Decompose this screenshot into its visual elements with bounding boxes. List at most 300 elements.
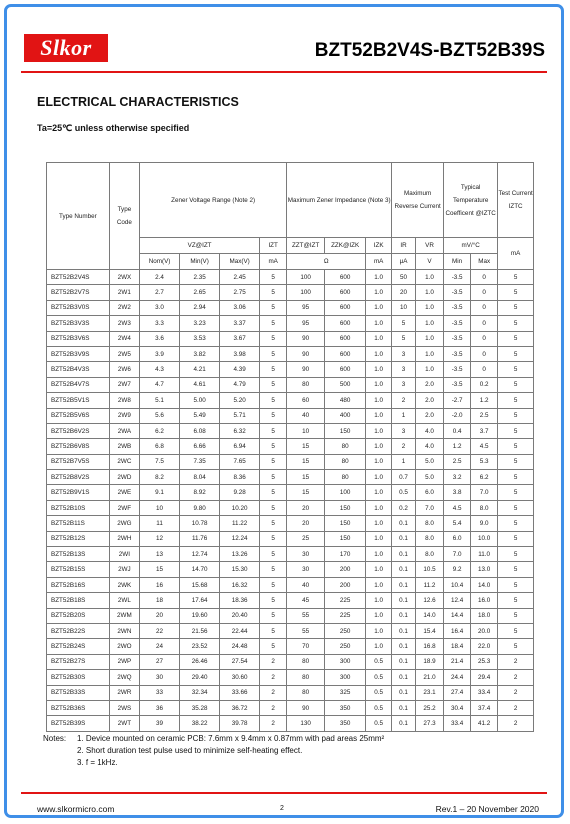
cell-zzt: 10 [287, 423, 325, 438]
cell-vr: 5.0 [415, 470, 443, 485]
cell-max: 11.22 [220, 516, 260, 531]
cell-izt: 2 [260, 685, 287, 700]
cell-izt: 5 [260, 331, 287, 346]
cell-min: 14.70 [180, 562, 220, 577]
note-text: 1. Device mounted on ceramic PCB: 7.6mm x 9.4mm x 0.87mm with pad areas 25mm² [77, 734, 385, 743]
cell-izt: 5 [260, 623, 287, 638]
cell-type-code: 2W9 [109, 408, 139, 423]
cell-ir: 0.1 [392, 623, 416, 638]
cell-izt: 5 [260, 639, 287, 654]
cell-nom: 3.9 [140, 346, 180, 361]
cell-max: 13.26 [220, 547, 260, 562]
cell-type-code: 2WF [109, 500, 139, 515]
cell-tc-max: 0.2 [471, 377, 498, 392]
cell-tc-max: 0 [471, 331, 498, 346]
cell-type-number: BZT52B36S [47, 700, 110, 715]
cell-type-code: 2WL [109, 593, 139, 608]
cell-min: 11.76 [180, 531, 220, 546]
cell-type-number: BZT52B6V8S [47, 439, 110, 454]
cell-izt: 2 [260, 716, 287, 731]
cell-zzk: 350 [325, 716, 366, 731]
cell-tc-max: 0 [471, 300, 498, 315]
footer-divider [21, 792, 547, 794]
cell-zzt: 80 [287, 685, 325, 700]
cell-min: 2.94 [180, 300, 220, 315]
cell-max: 3.67 [220, 331, 260, 346]
cell-max: 5.71 [220, 408, 260, 423]
cell-izk: 1.0 [366, 454, 392, 469]
cell-ir: 50 [392, 270, 416, 285]
cell-type-number: BZT52B22S [47, 623, 110, 638]
cell-nom: 4.3 [140, 362, 180, 377]
cell-zzt: 55 [287, 623, 325, 638]
cell-izk: 1.0 [366, 285, 392, 300]
cell-max: 9.28 [220, 485, 260, 500]
cell-izk: 1.0 [366, 500, 392, 515]
cell-nom: 11 [140, 516, 180, 531]
cell-type-number: BZT52B39S [47, 716, 110, 731]
cell-nom: 9.1 [140, 485, 180, 500]
cell-test-current: 5 [498, 346, 534, 361]
cell-tc-max: 0 [471, 316, 498, 331]
unit-ua: μA [392, 254, 416, 270]
cell-tc-min: 18.4 [444, 639, 471, 654]
page-number: 2 [280, 805, 284, 812]
cell-vr: 1.0 [415, 270, 443, 285]
cell-max: 10.20 [220, 500, 260, 515]
cell-test-current: 5 [498, 377, 534, 392]
cell-tc-max: 4.5 [471, 439, 498, 454]
cell-max: 4.79 [220, 377, 260, 392]
cell-zzt: 40 [287, 408, 325, 423]
cell-tc-min: 10.4 [444, 577, 471, 592]
cell-type-number: BZT52B3V0S [47, 300, 110, 315]
cell-izt: 5 [260, 346, 287, 361]
table-row [47, 331, 534, 346]
notes-label: Notes: [43, 734, 67, 743]
cell-nom: 7.5 [140, 454, 180, 469]
cell-type-number: BZT52B3V3S [47, 316, 110, 331]
cell-ir: 0.1 [392, 685, 416, 700]
cell-zzt: 80 [287, 654, 325, 669]
cell-zzk: 600 [325, 300, 366, 315]
note-1 [43, 733, 384, 745]
cell-vr: 1.0 [415, 285, 443, 300]
cell-max: 2.75 [220, 285, 260, 300]
cell-tc-min: -3.5 [444, 377, 471, 392]
cell-vr: 4.0 [415, 439, 443, 454]
cell-ir: 5 [392, 316, 416, 331]
cell-izt: 2 [260, 700, 287, 715]
cell-ir: 3 [392, 423, 416, 438]
cell-tc-min: 7.0 [444, 547, 471, 562]
col-zener-voltage-range: Zener Voltage Range (Note 2) [140, 163, 287, 238]
cell-nom: 39 [140, 716, 180, 731]
cell-vr: 7.0 [415, 500, 443, 515]
cell-type-code: 2WC [109, 454, 139, 469]
table-row [47, 623, 534, 638]
cell-vr: 12.6 [415, 593, 443, 608]
cell-tc-max: 41.2 [471, 716, 498, 731]
cell-type-number: BZT52B2V4S [47, 270, 110, 285]
table-row [47, 716, 534, 731]
cell-vr: 1.0 [415, 362, 443, 377]
cell-test-current: 2 [498, 685, 534, 700]
table-row [47, 470, 534, 485]
cell-izk: 1.0 [366, 331, 392, 346]
cell-type-code: 2W4 [109, 331, 139, 346]
cell-test-current: 5 [498, 516, 534, 531]
cell-tc-min: -3.5 [444, 270, 471, 285]
cell-tc-max: 5.3 [471, 454, 498, 469]
header-row-1 [47, 163, 534, 238]
cell-nom: 12 [140, 531, 180, 546]
cell-zzk: 225 [325, 593, 366, 608]
cell-type-code: 2W8 [109, 393, 139, 408]
table-row [47, 577, 534, 592]
cell-nom: 18 [140, 593, 180, 608]
cell-min: 5.00 [180, 393, 220, 408]
cell-tc-max: 37.4 [471, 700, 498, 715]
cell-vr: 5.0 [415, 454, 443, 469]
cell-tc-min: -3.5 [444, 331, 471, 346]
cell-ir: 0.1 [392, 639, 416, 654]
cell-izk: 1.0 [366, 593, 392, 608]
cell-min: 2.65 [180, 285, 220, 300]
cell-nom: 15 [140, 562, 180, 577]
cell-type-number: BZT52B3V9S [47, 346, 110, 361]
cell-tc-min: 5.4 [444, 516, 471, 531]
electrical-characteristics-table [46, 162, 534, 732]
cell-izk: 0.5 [366, 700, 392, 715]
cell-zzk: 225 [325, 608, 366, 623]
cell-tc-min: 16.4 [444, 623, 471, 638]
cell-tc-min: 33.4 [444, 716, 471, 731]
cell-type-number: BZT52B30S [47, 670, 110, 685]
cell-max: 18.36 [220, 593, 260, 608]
cell-nom: 36 [140, 700, 180, 715]
cell-vr: 27.3 [415, 716, 443, 731]
cell-zzk: 80 [325, 454, 366, 469]
cell-zzk: 350 [325, 700, 366, 715]
cell-nom: 3.6 [140, 331, 180, 346]
cell-tc-min: 4.5 [444, 500, 471, 515]
cell-min: 4.61 [180, 377, 220, 392]
cell-ir: 1 [392, 454, 416, 469]
cell-tc-min: 12.4 [444, 593, 471, 608]
cell-izt: 5 [260, 408, 287, 423]
cell-izt: 5 [260, 516, 287, 531]
cell-type-code: 2WQ [109, 670, 139, 685]
table-row [47, 485, 534, 500]
cell-zzk: 600 [325, 270, 366, 285]
cell-max: 24.48 [220, 639, 260, 654]
cell-zzk: 600 [325, 285, 366, 300]
cell-type-code: 2W6 [109, 362, 139, 377]
table-row [47, 500, 534, 515]
note-text: 3. f = 1kHz. [77, 758, 118, 767]
cell-tc-max: 20.0 [471, 623, 498, 638]
table-row [47, 377, 534, 392]
cell-min: 4.21 [180, 362, 220, 377]
cell-ir: 0.1 [392, 716, 416, 731]
cell-min: 5.49 [180, 408, 220, 423]
cell-zzk: 300 [325, 654, 366, 669]
table-row [47, 300, 534, 315]
cell-izk: 1.0 [366, 408, 392, 423]
cell-ir: 0.1 [392, 577, 416, 592]
unit-min: Min(V) [180, 254, 220, 270]
cell-zzt: 90 [287, 331, 325, 346]
cell-zzk: 250 [325, 639, 366, 654]
cell-nom: 20 [140, 608, 180, 623]
cell-type-number: BZT52B3V6S [47, 331, 110, 346]
cell-tc-max: 13.0 [471, 562, 498, 577]
cell-nom: 2.7 [140, 285, 180, 300]
cell-type-number: BZT52B20S [47, 608, 110, 623]
cell-tc-min: -3.5 [444, 362, 471, 377]
cell-min: 38.22 [180, 716, 220, 731]
cell-zzt: 95 [287, 300, 325, 315]
cell-ir: 2 [392, 439, 416, 454]
cell-tc-max: 0 [471, 285, 498, 300]
cell-izt: 5 [260, 608, 287, 623]
cell-nom: 3.3 [140, 316, 180, 331]
cell-nom: 24 [140, 639, 180, 654]
cell-izk: 1.0 [366, 516, 392, 531]
cell-test-current: 5 [498, 593, 534, 608]
cell-type-code: 2WE [109, 485, 139, 500]
cell-izk: 0.5 [366, 654, 392, 669]
cell-zzk: 300 [325, 670, 366, 685]
cell-zzk: 200 [325, 562, 366, 577]
cell-zzt: 100 [287, 285, 325, 300]
cell-izt: 5 [260, 547, 287, 562]
cell-vr: 8.0 [415, 547, 443, 562]
cell-izk: 1.0 [366, 577, 392, 592]
cell-izk: 1.0 [366, 639, 392, 654]
cell-izt: 5 [260, 439, 287, 454]
cell-nom: 4.7 [140, 377, 180, 392]
cell-izt: 5 [260, 531, 287, 546]
cell-type-code: 2W1 [109, 285, 139, 300]
cell-izk: 0.5 [366, 685, 392, 700]
cell-izk: 1.0 [366, 362, 392, 377]
cell-type-code: 2W7 [109, 377, 139, 392]
cell-tc-max: 18.0 [471, 608, 498, 623]
cell-izt: 5 [260, 377, 287, 392]
cell-min: 26.46 [180, 654, 220, 669]
table-row [47, 316, 534, 331]
cell-max: 3.98 [220, 346, 260, 361]
cell-vr: 2.0 [415, 408, 443, 423]
table-row [47, 393, 534, 408]
cell-type-number: BZT52B5V1S [47, 393, 110, 408]
cell-max: 4.39 [220, 362, 260, 377]
cell-test-current: 5 [498, 270, 534, 285]
part-range-title: BZT52B2V4S-BZT52B39S [314, 40, 545, 61]
sub-mv-per-c: mV/°C [444, 238, 498, 254]
cell-nom: 22 [140, 623, 180, 638]
cell-type-number: BZT52B13S [47, 547, 110, 562]
cell-type-code: 2WI [109, 547, 139, 562]
cell-vr: 25.2 [415, 700, 443, 715]
unit-max: Max(V) [220, 254, 260, 270]
cell-izk: 1.0 [366, 470, 392, 485]
cell-izk: 1.0 [366, 562, 392, 577]
cell-vr: 1.0 [415, 331, 443, 346]
cell-zzk: 400 [325, 408, 366, 423]
cell-zzk: 150 [325, 531, 366, 546]
cell-max: 12.24 [220, 531, 260, 546]
cell-vr: 8.0 [415, 531, 443, 546]
cell-izt: 5 [260, 562, 287, 577]
cell-zzt: 30 [287, 562, 325, 577]
cell-test-current: 2 [498, 670, 534, 685]
cell-zzk: 80 [325, 470, 366, 485]
cell-min: 10.78 [180, 516, 220, 531]
cell-vr: 18.9 [415, 654, 443, 669]
cell-vr: 1.0 [415, 316, 443, 331]
cell-type-code: 2WT [109, 716, 139, 731]
cell-type-code: 2W2 [109, 300, 139, 315]
col-temperature-coefficient: Typical Temperature Coefficent @IZTC [444, 163, 498, 238]
cell-tc-max: 3.7 [471, 423, 498, 438]
cell-tc-max: 10.0 [471, 531, 498, 546]
cell-zzt: 90 [287, 346, 325, 361]
cell-tc-min: 1.2 [444, 439, 471, 454]
cell-ir: 10 [392, 300, 416, 315]
cell-type-code: 2WB [109, 439, 139, 454]
cell-vr: 23.1 [415, 685, 443, 700]
cell-max: 5.20 [220, 393, 260, 408]
revision-date: Rev.1 – 20 November 2020 [435, 804, 539, 814]
sub-vr: VR [415, 238, 443, 254]
cell-izt: 5 [260, 485, 287, 500]
cell-min: 3.23 [180, 316, 220, 331]
table-row [47, 346, 534, 361]
cell-type-number: BZT52B27S [47, 654, 110, 669]
cell-type-code: 2WN [109, 623, 139, 638]
cell-test-current: 5 [498, 639, 534, 654]
sub-izt: IZT [260, 238, 287, 254]
cell-izk: 1.0 [366, 377, 392, 392]
cell-type-code: 2WR [109, 685, 139, 700]
cell-vr: 1.0 [415, 346, 443, 361]
cell-tc-max: 0 [471, 270, 498, 285]
cell-max: 8.36 [220, 470, 260, 485]
cell-zzt: 15 [287, 439, 325, 454]
cell-vr: 15.4 [415, 623, 443, 638]
sub-zzk: ZZK@IZK [325, 238, 366, 254]
cell-max: 3.37 [220, 316, 260, 331]
cell-type-code: 2WM [109, 608, 139, 623]
cell-izk: 1.0 [366, 393, 392, 408]
cell-izt: 5 [260, 300, 287, 315]
cell-zzt: 130 [287, 716, 325, 731]
cell-tc-max: 29.4 [471, 670, 498, 685]
cell-izt: 2 [260, 670, 287, 685]
cell-type-number: BZT52B6V2S [47, 423, 110, 438]
cell-type-number: BZT52B5V6S [47, 408, 110, 423]
cell-vr: 4.0 [415, 423, 443, 438]
cell-ir: 0.1 [392, 547, 416, 562]
cell-max: 39.78 [220, 716, 260, 731]
cell-zzk: 500 [325, 377, 366, 392]
cell-zzk: 600 [325, 362, 366, 377]
cell-test-current: 5 [498, 316, 534, 331]
cell-type-number: BZT52B7V5S [47, 454, 110, 469]
cell-zzt: 80 [287, 670, 325, 685]
cell-test-current: 5 [498, 331, 534, 346]
cell-izk: 1.0 [366, 270, 392, 285]
col-type-code: Type Code [109, 163, 139, 270]
cell-izt: 5 [260, 593, 287, 608]
cell-vr: 2.0 [415, 393, 443, 408]
table-row [47, 608, 534, 623]
cell-zzt: 70 [287, 639, 325, 654]
cell-nom: 3.0 [140, 300, 180, 315]
cell-izk: 1.0 [366, 423, 392, 438]
cell-test-current: 5 [498, 423, 534, 438]
cell-izt: 5 [260, 470, 287, 485]
sub-zzt: ZZT@IZT [287, 238, 325, 254]
cell-type-number: BZT52B16S [47, 577, 110, 592]
col-type-number: Type Number [47, 163, 110, 270]
cell-max: 3.06 [220, 300, 260, 315]
cell-max: 7.65 [220, 454, 260, 469]
note-text: 2. Short duration test pulse used to minimize self-heating effect. [77, 746, 303, 755]
cell-zzt: 90 [287, 362, 325, 377]
cell-zzt: 20 [287, 516, 325, 531]
cell-zzt: 30 [287, 547, 325, 562]
unit-nom: Nom(V) [140, 254, 180, 270]
cell-zzk: 600 [325, 331, 366, 346]
cell-type-number: BZT52B8V2S [47, 470, 110, 485]
cell-zzt: 15 [287, 470, 325, 485]
cell-max: 16.32 [220, 577, 260, 592]
cell-max: 6.94 [220, 439, 260, 454]
cell-izk: 1.0 [366, 346, 392, 361]
cell-tc-max: 2.5 [471, 408, 498, 423]
cell-ir: 0.1 [392, 670, 416, 685]
cell-tc-max: 1.2 [471, 393, 498, 408]
cell-nom: 30 [140, 670, 180, 685]
cell-min: 6.66 [180, 439, 220, 454]
cell-type-code: 2WA [109, 423, 139, 438]
cell-vr: 11.2 [415, 577, 443, 592]
cell-ir: 0.1 [392, 562, 416, 577]
cell-vr: 8.0 [415, 516, 443, 531]
cell-izt: 5 [260, 423, 287, 438]
cell-min: 19.60 [180, 608, 220, 623]
cell-ir: 1 [392, 408, 416, 423]
cell-tc-max: 8.0 [471, 500, 498, 515]
cell-test-current: 2 [498, 716, 534, 731]
cell-max: 22.44 [220, 623, 260, 638]
cell-type-code: 2WD [109, 470, 139, 485]
cell-nom: 10 [140, 500, 180, 515]
cell-type-code: 2WG [109, 516, 139, 531]
cell-type-number: BZT52B11S [47, 516, 110, 531]
cell-nom: 33 [140, 685, 180, 700]
cell-max: 30.60 [220, 670, 260, 685]
cell-nom: 5.6 [140, 408, 180, 423]
cell-min: 9.80 [180, 500, 220, 515]
cell-zzt: 25 [287, 531, 325, 546]
cell-nom: 6.2 [140, 423, 180, 438]
cell-vr: 14.0 [415, 608, 443, 623]
